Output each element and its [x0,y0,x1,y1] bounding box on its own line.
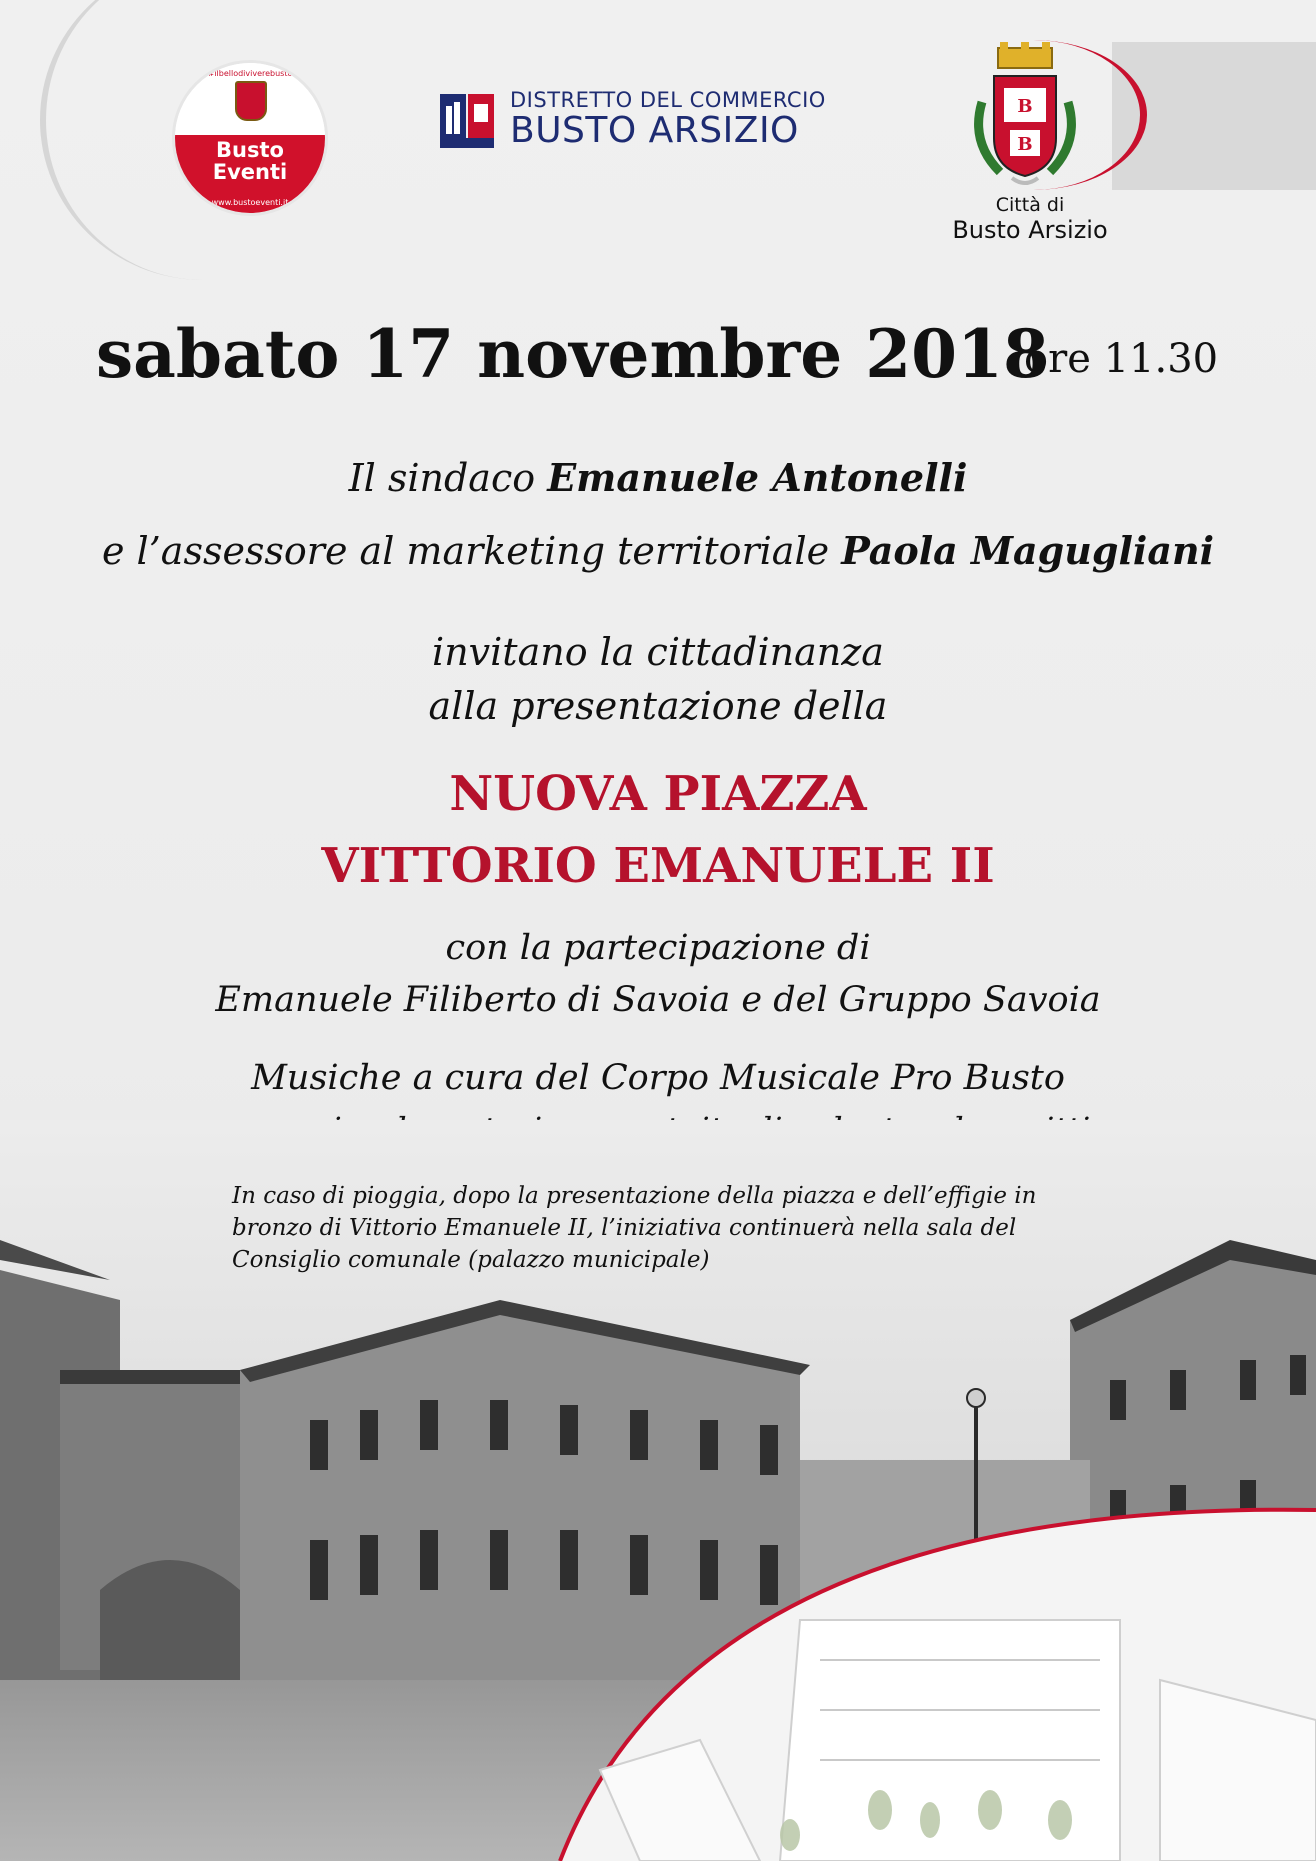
rain-note-line3: Consiglio comunale (palazzo municipale) [232,1247,710,1273]
busto-eventi-logo [172,60,328,216]
coat-of-arms-icon [235,81,267,121]
assessore-name: Paola Magugliani [841,528,1215,573]
badge-hashtag: #ilbellodiviverebusto [207,69,293,78]
rain-note-line1: In caso di pioggia, dopo la presentazione della piazza e dell’effigie in [232,1183,1037,1209]
title-line2: VITTORIO EMANUELE II [321,838,995,894]
participation-line2: Emanuele Filiberto di Savoia e del Gruppo Savoia [215,980,1101,1020]
invite-line1: invitano la cittadinanza [432,630,884,674]
distretto-line2: BUSTO ARSIZIO [510,110,799,151]
event-time: ore 11.30 [1024,336,1219,382]
distretto-mark-icon [438,92,496,150]
invite-line2: alla presentazione della [428,684,888,728]
rain-note-line2: bronzo di Vittorio Emanuele II, l’iniziativa continuerà nella sala del [232,1215,1017,1241]
extras-line1: Musiche a cura del Corpo Musicale Pro Busto [251,1058,1065,1098]
citta-label-line2: Busto Arsizio [952,216,1108,244]
host-line-assessore: e l’assessore al marketing territoriale Paola Magugliani [101,528,1215,573]
event-date: sabato 17 novembre 2018 [96,315,1049,393]
citta-label-line1: Città di [995,194,1065,216]
participation-line1: con la partecipazione di [445,928,871,968]
city-crest-icon [960,42,1090,192]
badge-website: www.bustoeventi.it [211,198,289,207]
svg-text:B: B [1017,96,1033,117]
badge-name: Busto Eventi [212,138,288,184]
host-line-mayor: Il sindaco Emanuele Antonelli [348,455,968,500]
mayor-name: Emanuele Antonelli [547,455,968,500]
rain-note [232,1180,1112,1276]
distretto-line1: DISTRETTO DEL COMMERCIO [510,88,826,112]
title-line1: NUOVA PIAZZA [449,766,867,822]
svg-text:B: B [1017,134,1033,155]
